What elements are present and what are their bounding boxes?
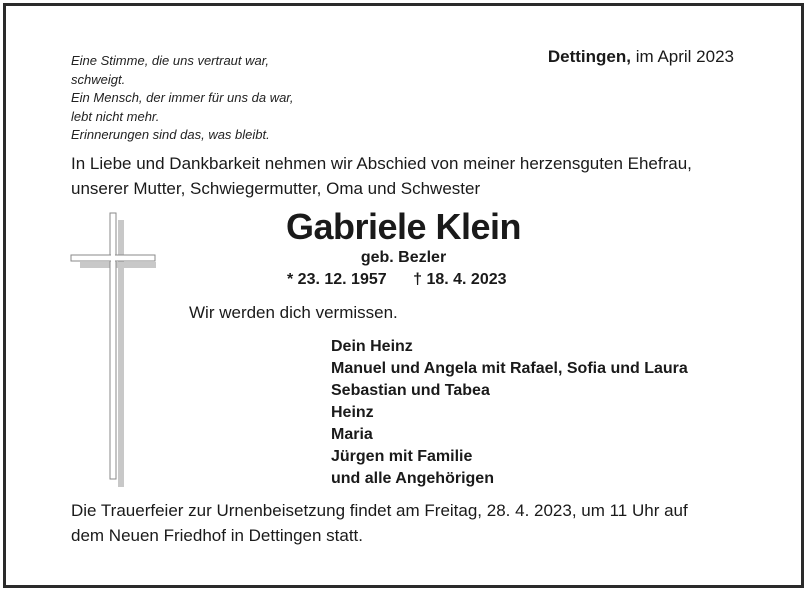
poem-line: Ein Mensch, der immer für uns da war, [71, 90, 294, 105]
funeral-info-line: Die Trauerfeier zur Urnenbeisetzung findet am Freitag, 28. 4. 2023, um 11 Uhr auf [71, 501, 688, 520]
mourner: Jürgen mit Familie [331, 448, 473, 465]
life-dates [287, 271, 507, 289]
intro-line: unserer Mutter, Schwiegermutter, Oma und Schwester [71, 179, 481, 198]
place-date [548, 47, 734, 67]
intro-text [71, 151, 751, 201]
intro-line: In Liebe und Dankbarkeit nehmen wir Abschied von meiner herzensguten Ehefrau, [71, 154, 692, 173]
death-date: † 18. 4. 2023 [413, 271, 507, 288]
funeral-info [71, 498, 688, 548]
notice-date: im April 2023 [635, 47, 734, 66]
mourner: Maria [331, 426, 373, 443]
farewell-message: Wir werden dich vermissen. [189, 303, 398, 322]
funeral-info-line: dem Neuen Friedhof in Dettingen statt. [71, 526, 363, 545]
mourner: Sebastian und Tabea [331, 382, 490, 399]
poem [71, 52, 294, 145]
place-name: Dettingen, [547, 47, 631, 66]
poem-line: lebt nicht mehr. [71, 108, 160, 124]
birth-name: geb. Bezler [360, 249, 447, 266]
mourner: und alle Angehörigen [331, 470, 494, 487]
poem-line: Erinnerungen sind das, was bleibt. [71, 127, 270, 142]
mourner: Manuel und Angela mit Rafael, Sofia und Laura [331, 360, 688, 377]
mourner: Dein Heinz [331, 338, 413, 355]
poem-line: Eine Stimme, die uns vertraut war, [71, 53, 269, 68]
poem-line: schweigt. [71, 71, 126, 87]
deceased-name: Gabriele Klein [285, 206, 522, 247]
mourner: Heinz [331, 404, 374, 421]
mourners-list [331, 336, 688, 490]
birth-date: * 23. 12. 1957 [287, 271, 387, 288]
